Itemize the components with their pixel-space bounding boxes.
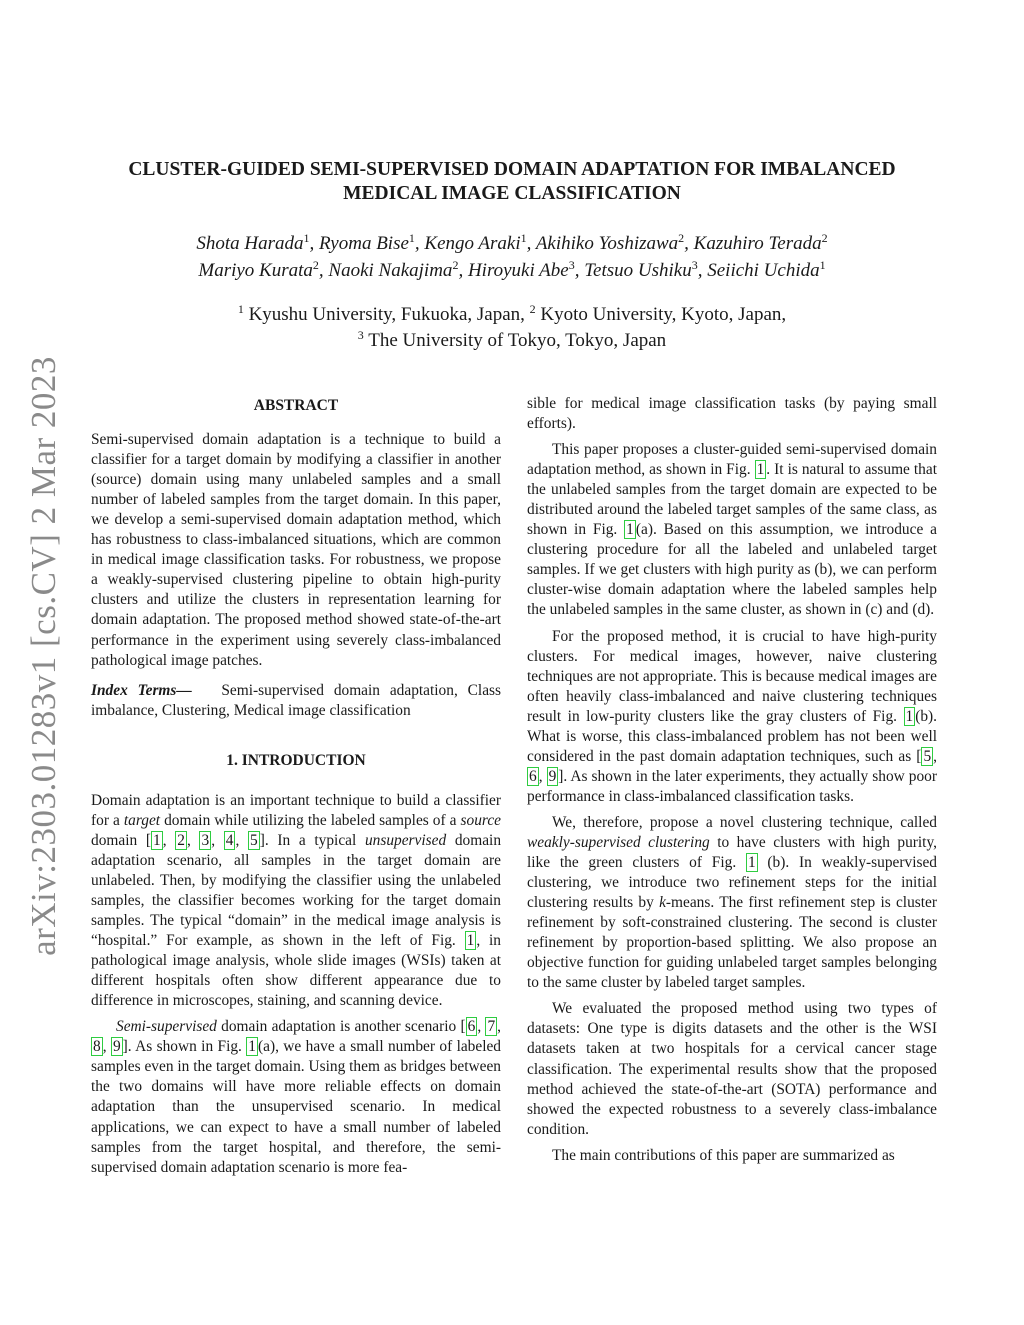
abstract-text: Semi-supervised domain adaptation is a technique to build a classifier for a target domain by modifying a classifier in another (source) domain using many unlabeled samples and a small number of labeled samples from the target domain. In this paper, we develop a semi-supervised domain adaptation method, which has robustness to class-imbalanced situations, which are common in medical image classification tasks. For robustness, we propose a weakly-supervised clustering pipeline to obtain high-purity clusters and utilize the clusters in representation learning for domain adaptation. The proposed method showed state-of-the-art performance in the experiment using severely class-imbalanced pathological image patches. [91,431,501,669]
author-name: Kazuhiro Terada [693,233,822,254]
title-line-1: CLUSTER-GUIDED SEMI-SUPERVISED DOMAIN ADAPTATION FOR IMBALANCED [128,159,896,180]
affiliation-number: 2 [529,302,536,316]
figure-link[interactable]: 1 [626,521,634,539]
index-terms-text: Semi-supervised domain adaptation, Class imbalance, Clustering, Medical image classification [91,681,501,719]
author-name: Mariyo Kurata [198,260,313,281]
author-affiliation-mark: 2 [821,231,828,245]
citation-link[interactable]: 2 [177,831,185,849]
intro-paragraph-2: Semi-supervised domain adaptation is another scenario [ 6 , 7 , 8 , 9 ]. As shown in Fig. 1 (a), we have a small number of labeled samples even in the target domain. Using them as bridges between the two domains will have more reliable effects on domain adaptation than the unsupervised scenario. In medical applications, we can expect to have a small number of labeled samples from the target hospital, and therefore, the semi-supervised domain adaptation scenario is more fea- [91,1018,501,1176]
figure-link[interactable]: 1 [466,932,475,950]
right-paragraph-4: We evaluated the proposed method using two types of datasets: One type is digits datasets and the other is the WSI datasets taken at two hospitals for a cervical cancer stage classification. The experimental results show that the proposed method achieved the state-of-the-art (SOTA) performance and showed the expected robustness to a severely class-imbalance condition. [527,1000,937,1138]
index-terms-label: Index Terms— [91,681,192,699]
author-line-2: Mariyo Kurata$^2$, Naoki Nakajima$^2$, Hiroyuki Abe$^3$, Tetsuo Ushiku$^3$, Seiichi Uchida$^1$ [198,258,826,281]
left-column [91,394,501,1184]
citation-link[interactable]: 4 [225,831,234,849]
right-paragraph-5: The main contributions of this paper are summarized as [552,1146,895,1164]
index-terms [91,681,501,721]
author-name: Ryoma Bise [319,233,409,254]
figure-link[interactable]: 1 [756,461,765,479]
author-affiliation-mark: 1 [408,231,415,245]
author-affiliation-mark: 1 [520,231,527,245]
author-affiliation-mark: 3 [691,258,698,272]
affiliation-line-1 [100,302,924,328]
author-name: Tetsuo Ushiku [584,260,692,281]
author-list [100,230,924,284]
right-paragraph-0: sible for medical image classification tasks (by paying small efforts). [527,395,937,433]
arxiv-id: arXiv:2303.01283v1 [cs.CV] 2 Mar 2023 [24,356,63,956]
author-name: Seiichi Uchida [707,260,820,281]
affiliation-number: 3 [357,328,364,342]
paper-title [100,158,924,206]
citation-link[interactable]: 5 [923,747,932,765]
citation-link[interactable]: 8 [93,1038,101,1056]
intro-paragraph-1: Domain adaptation is an important technique to build a classifier for a target domain while utilizing the labeled samples of a source domain [ 1 , 2 , 3 , 4 , 5 ]. In a typical unsupervised domain adaptation scenario, all samples in the target domain are unlabeled. Then, by modifying the classifier using the unlabeled samples, the classifier becomes working for the target domain samples. The typical “domain” in the medical image analysis is “hospital.” For example, as shown in the left of Fig. 1 , in pathological image analysis, whole slide images (WSIs) taken at different hospitals often show different appearance due to difference in microscopes, staining, and scanning device. [91,791,502,1010]
affiliation-text: Kyoto University, Kyoto, Japan, [540,304,787,325]
citation-link[interactable]: 7 [487,1018,496,1036]
abstract-heading: ABSTRACT [253,397,339,414]
author-affiliation-mark: 3 [568,258,575,272]
author-name: Akihiko Yoshizawa [535,233,679,254]
author-line-1: Shota Harada$^1$, Ryoma Bise$^1$, Kengo Araki$^1$, Akihiko Yoshizawa$^2$, Kazuhiro Terada$^2$ [196,231,828,254]
author-affiliation-mark: 2 [452,258,459,272]
introduction-heading: 1. INTRODUCTION [226,751,366,769]
right-paragraph-2: For the proposed method, it is crucial to have high-purity clusters. For medical images, however, naive clustering techniques are not appropriate. This is because medical images are often heavily class-imbalanced and naive clustering techniques result in low-purity clusters like the gray clusters of Fig. 1 (b). What is worse, this class-imbalanced problem has not been well considered in the past domain adaptation techniques, such as [ 5 , 6 , 9 ]. As shown in the later experiments, they actually show poor performance in class-imbalanced classification tasks. [527,627,937,805]
author-affiliation-mark: 1 [303,231,310,245]
right-paragraph-3: We, therefore, propose a novel clustering technique, called weakly-supervised clustering to have clusters with high purity, like the green clusters of Fig. 1 (b). In weakly-supervised clustering, we introduce two refinement steps for the initial clustering results by k-means. The first refinement step is cluster refinement by soft-constrained clustering. The second is cluster refinement by proportion-based splitting. We also propose an objective function for guiding unlabeled target samples belonging to the same cluster by labeled target samples. [527,813,938,992]
author-affiliation-mark: 2 [312,258,319,272]
figure-link[interactable]: 1 [905,707,914,725]
affiliation-line-2 [100,328,924,354]
title-line-2: MEDICAL IMAGE CLASSIFICATION [343,183,681,204]
author-name: Naoki Nakajima [328,260,453,281]
affiliation-text: The University of Tokyo, Tokyo, Japan [368,330,667,351]
affiliations [100,302,924,354]
right-column [527,394,937,1172]
citation-link[interactable]: 9 [548,767,557,785]
arxiv-sidebar-stamp [14,356,74,956]
figure-link[interactable]: 1 [248,1038,256,1056]
figure-link[interactable]: 1 [747,854,756,872]
citation-link[interactable]: 1 [152,831,161,849]
author-name: Hiroyuki Abe [467,260,569,281]
author-affiliation-mark: 1 [819,258,826,272]
affiliation-number: 1 [237,302,244,316]
citation-link[interactable]: 3 [201,831,210,849]
affiliation-text: Kyushu University, Fukuoka, Japan, [248,304,525,325]
citation-link[interactable]: 9 [112,1038,121,1056]
author-name: Shota Harada [196,233,304,254]
author-name: Kengo Araki [424,233,521,254]
right-paragraph-1: This paper proposes a cluster-guided semi-supervised domain adaptation method, as shown in Fig. 1 . It is natural to assume that the unlabeled samples from the target domain are expected to be distributed around the labeled target samples of the same class, as shown in Fig. 1 (a). Based on this assumption, we introduce a clustering procedure for all the labeled and unlabeled target samples. If we get clusters with high purity as (b), we can perform cluster-wise domain adaptation where the labeled samples help the unlabeled samples in the same cluster, as shown in (c) and (d). [527,441,937,619]
citation-link[interactable]: 6 [467,1018,476,1036]
citation-link[interactable]: 5 [249,831,258,849]
author-affiliation-mark: 2 [678,231,685,245]
citation-link[interactable]: 6 [529,767,537,785]
